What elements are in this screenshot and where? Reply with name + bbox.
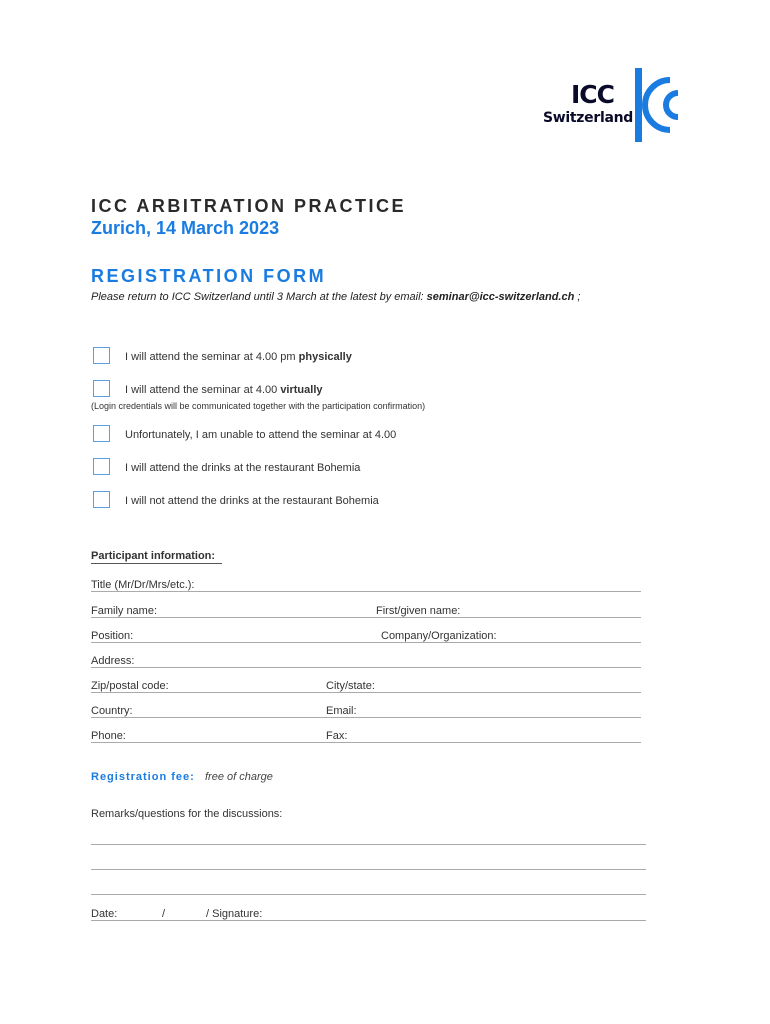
phone-label: Phone:	[91, 730, 126, 742]
attend-physically-label: I will attend the seminar at 4.00 pm physically	[125, 351, 352, 363]
attend-drinks-checkbox[interactable]	[93, 458, 110, 475]
attend-physically-checkbox[interactable]	[93, 347, 110, 364]
remarks-line-2[interactable]	[91, 869, 646, 870]
attend-virtually-checkbox[interactable]	[93, 380, 110, 397]
date-signature-line[interactable]	[91, 920, 646, 921]
attend-drinks-label: I will attend the drinks at the restaurant Bohemia	[125, 462, 361, 474]
zip-city-line[interactable]	[91, 692, 641, 693]
country-label: Country:	[91, 705, 133, 717]
date-separator: /	[162, 908, 166, 920]
country-email-line[interactable]	[91, 717, 641, 718]
unable-to-attend-label: Unfortunately, I am unable to attend the seminar at 4.00	[125, 429, 397, 441]
title-field[interactable]	[91, 591, 641, 592]
remarks-label: Remarks/questions for the discussions:	[91, 808, 283, 820]
position-company-line[interactable]	[91, 642, 641, 643]
participant-section-heading: Participant information:	[91, 550, 216, 562]
page-title: ICC ARBITRATION PRACTICE	[91, 196, 406, 216]
remarks-line-1[interactable]	[91, 844, 646, 845]
return-instructions: Please return to ICC Switzerland until 3 March at the latest by email: seminar@icc-switzerland.ch ;	[91, 291, 581, 303]
remarks-line-3[interactable]	[91, 894, 646, 895]
address-field[interactable]	[91, 667, 641, 668]
contact-email[interactable]: seminar@icc-switzerland.ch	[426, 291, 575, 303]
not-attend-drinks-checkbox[interactable]	[93, 491, 110, 508]
address-label: Address:	[91, 655, 135, 667]
virtual-login-note: (Login credentials will be communicated together with the participation confirmation)	[91, 401, 426, 411]
section-underline	[91, 563, 222, 564]
zip-label: Zip/postal code:	[91, 680, 169, 692]
form-title: REGISTRATION FORM	[91, 266, 327, 286]
position-label: Position:	[91, 630, 134, 642]
city-label: City/state:	[326, 680, 375, 692]
company-label: Company/Organization:	[381, 630, 497, 642]
registration-fee-label: Registration fee:	[91, 771, 195, 783]
not-attend-drinks-label: I will not attend the drinks at the restaurant Bohemia	[125, 495, 379, 507]
logo-icc-text: ICC	[571, 80, 614, 109]
icc-logo-mark-icon	[635, 66, 680, 149]
logo-country-text: Switzerland	[543, 110, 633, 126]
first-name-label: First/given name:	[376, 605, 461, 617]
registration-fee-value: free of charge	[205, 771, 273, 783]
email-label: Email:	[326, 705, 357, 717]
fax-label: Fax:	[326, 730, 348, 742]
phone-fax-line[interactable]	[91, 742, 641, 743]
family-name-label: Family name:	[91, 605, 158, 617]
signature-label: / Signature:	[206, 908, 263, 920]
attend-virtually-label: I will attend the seminar at 4.00 virtually	[125, 384, 323, 396]
unable-to-attend-checkbox[interactable]	[93, 425, 110, 442]
event-date-location: Zurich, 14 March 2023	[91, 218, 280, 238]
title-label: Title (Mr/Dr/Mrs/etc.):	[91, 579, 195, 591]
name-fields-line[interactable]	[91, 617, 641, 618]
date-label: Date:	[91, 908, 118, 920]
